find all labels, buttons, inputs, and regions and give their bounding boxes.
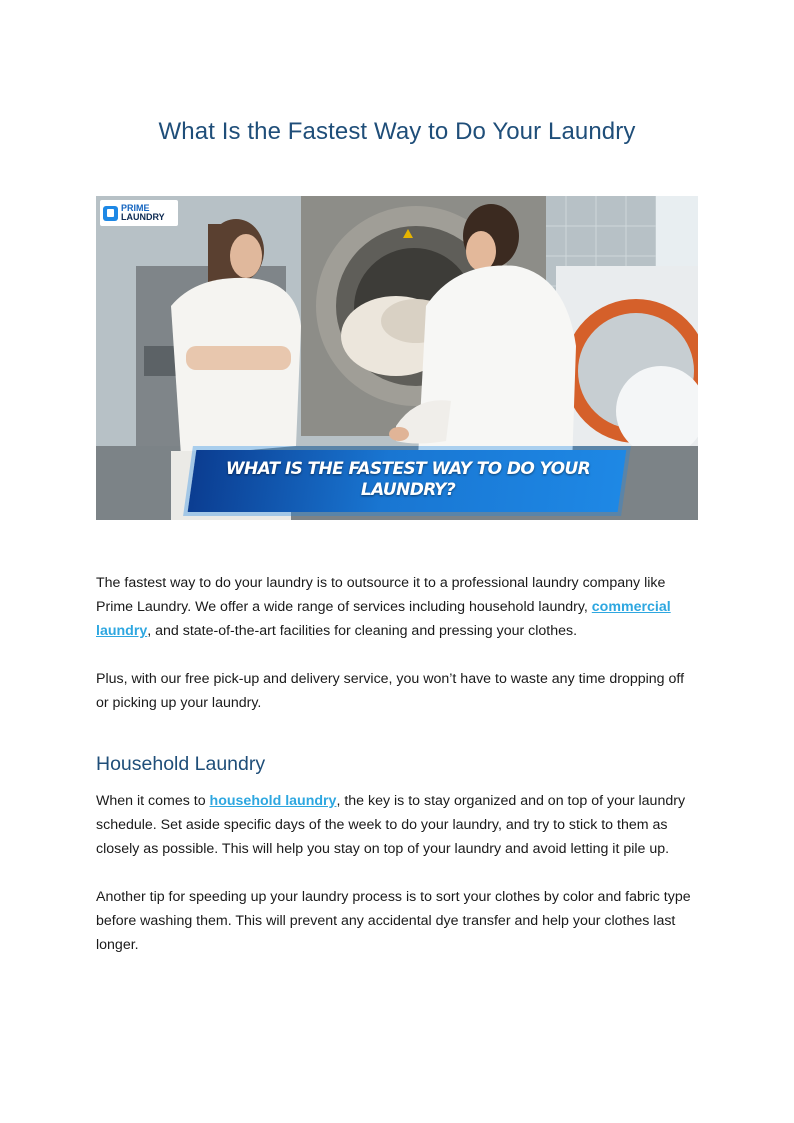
commercial-laundry-link[interactable]: commercial laundry: [96, 599, 671, 639]
paragraph-sorting-tip: Another tip for speeding up your laundry process is to sort your clothes by color and fabric type before washing them. This will prevent any accidental dye transfer and help your clothes last longer.: [96, 889, 691, 953]
shirt-logo-icon: [103, 206, 118, 221]
hero-image: [96, 196, 698, 520]
paragraph-text: , the key is to stay organized and on top of your laundry schedule. Set aside specific days of the week to do your laundry, and try to stick to them as closely as possible. This will help you stay on top of your laundry and avoid letting it pile up.: [96, 793, 686, 857]
prime-laundry-logo: [100, 200, 178, 226]
banner-text-line1: WHAT IS THE FASTEST WAY TO DO YOUR: [225, 459, 591, 479]
banner-text-line2: LAUNDRY?: [360, 480, 456, 500]
logo-text-line1: PRIME: [121, 203, 150, 213]
page-title: What Is the Fastest Way to Do Your Laundry: [158, 118, 636, 145]
paragraph-text: The fastest way to do your laundry is to outsource it to a professional laundry company like Prime Laundry. We offer a wide range of services including household laundry,: [96, 575, 666, 615]
paragraph-text: When it comes to: [96, 793, 210, 809]
paragraph-household: [96, 789, 698, 861]
paragraph-intro: [96, 571, 698, 643]
logo-text-line2: LAUNDRY: [121, 212, 165, 222]
section-heading-household: Household Laundry: [96, 753, 266, 775]
banner-text: [206, 459, 610, 501]
household-laundry-link[interactable]: household laundry: [209, 793, 337, 809]
article-body: [96, 571, 698, 957]
paragraph-text: , and state-of-the-art facilities for cleaning and pressing your clothes.: [147, 623, 578, 639]
paragraph-pickup: Plus, with our free pick-up and delivery service, you won’t have to waste any time dropping off or picking up your laundry.: [96, 671, 685, 711]
